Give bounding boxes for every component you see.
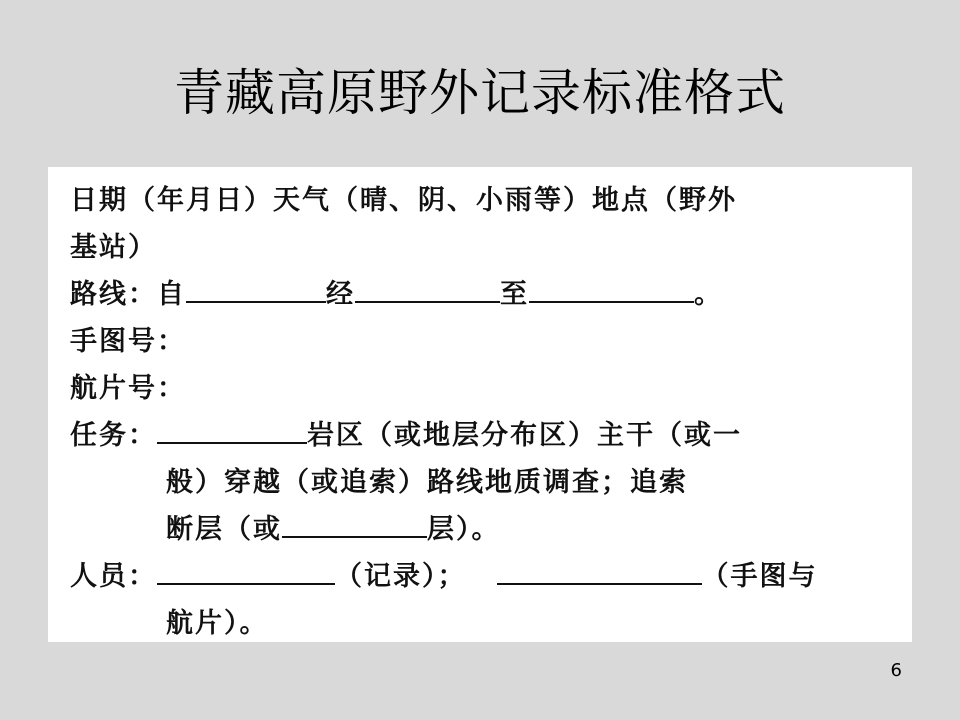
route-to-blank — [529, 279, 694, 303]
form-line-aerial-photo-number: 航片号： — [70, 373, 186, 404]
task-rock-area-blank — [157, 420, 307, 444]
personnel-map-photo-label: （手图与 — [701, 561, 818, 592]
form-line-hand-map-number: 手图号： — [70, 326, 186, 357]
task-layer-end: 层）。 — [427, 514, 501, 545]
task-fault-label: 断层（或 — [166, 514, 282, 545]
task-label: 任务： — [70, 420, 157, 451]
personnel-map-photo-blank — [497, 561, 702, 585]
route-to-label: 至 — [500, 279, 529, 310]
personnel-label: 人员： — [70, 561, 157, 592]
route-from-blank — [186, 279, 326, 303]
page-number: 6 — [890, 660, 902, 681]
form-line-personnel — [70, 553, 890, 600]
form-line-route — [70, 271, 890, 318]
form-line-base-station: 基站） — [70, 232, 157, 263]
form-line-task-continued: 般）穿越（或追索）路线地质调查；追索 — [166, 467, 688, 498]
slide-title: 青藏高原野外记录标准格式 — [174, 64, 786, 122]
form-line-date-weather-location: 日期（年月日）天气（晴、阴、小雨等）地点（野外 — [70, 185, 737, 216]
form-line-task — [70, 412, 890, 459]
field-record-form — [70, 177, 890, 647]
route-label: 路线：自 — [70, 279, 186, 310]
personnel-recorder-blank — [157, 561, 335, 585]
task-description: 岩区（或地层分布区）主干（或一 — [307, 420, 742, 451]
route-end-mark: 。 — [694, 279, 723, 310]
form-line-personnel-continued: 航片）。 — [166, 608, 269, 639]
task-layer-blank — [282, 514, 427, 538]
route-via-blank — [355, 279, 500, 303]
document-scan-panel — [48, 167, 912, 642]
form-line-task-fault — [70, 506, 890, 553]
personnel-record-label: （记录）； — [335, 561, 467, 592]
route-via-label: 经 — [326, 279, 355, 310]
